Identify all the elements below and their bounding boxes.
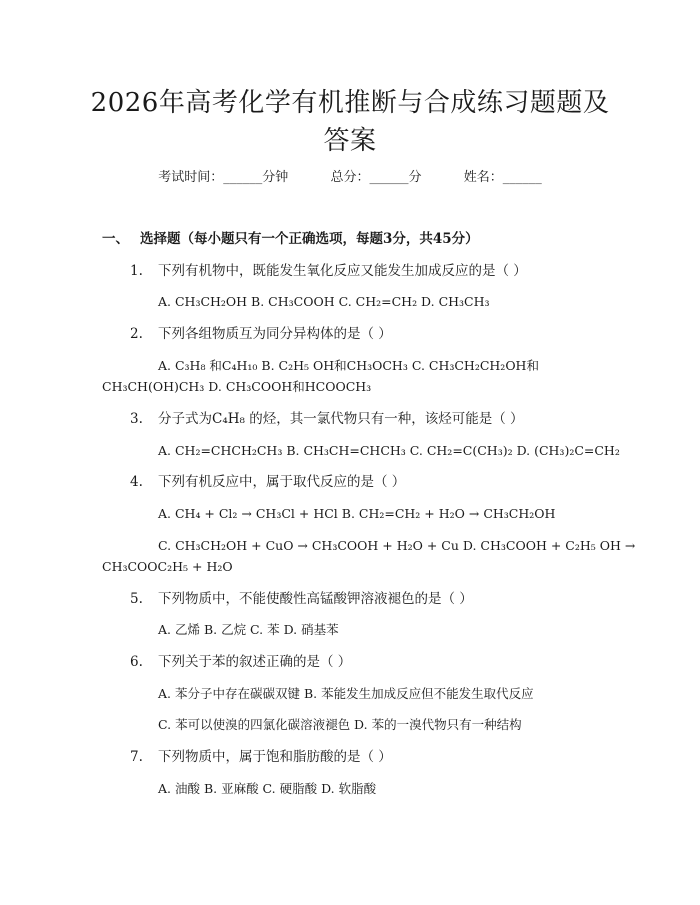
question-4-options-line-3: CH₃COOC₂H₅ + H₂O xyxy=(102,559,233,574)
question-text: 下列物质中，不能使酸性高锰酸钾溶液褪色的是（ ） xyxy=(158,591,473,607)
question-text: 下列各组物质互为同分异构体的是（ ） xyxy=(158,326,392,342)
exam-time-field: 考试时间：______分钟 xyxy=(158,170,289,185)
section-title: 选择题（每小题只有一个正确选项，每题3分，共45分） xyxy=(140,231,479,247)
question-text: 下列有机反应中，属于取代反应的是（ ） xyxy=(158,474,406,490)
question-number: 3. xyxy=(130,411,143,427)
question-number: 2. xyxy=(130,326,143,342)
question-text: 分子式为C₄H₈ 的烃，其一氯代物只有一种，该烃可能是（ ） xyxy=(158,411,524,427)
question-1-options: A. CH₃CH₂OH B. CH₃COOH C. CH₂=CH₂ D. CH₃CH₃ xyxy=(158,294,490,309)
question-7-options: A. 油酸 B. 亚麻酸 C. 硬脂酸 D. 软脂酸 xyxy=(158,781,377,796)
question-4-options-line-1: A. CH₄ + Cl₂ → CH₃Cl + HCl B. CH₂=CH₂ + H₂O → CH₃CH₂OH xyxy=(158,506,556,521)
question-2-options-line-1: A. C₃H₈ 和C₄H₁₀ B. C₂H₅ OH和CH₃OCH₃ C. CH₃CH₂CH₂OH和 xyxy=(158,358,539,373)
question-6-options-line-2: C. 苯可以使溴的四氯化碳溶液褪色 D. 苯的一溴代物只有一种结构 xyxy=(158,717,522,732)
question-number: 1. xyxy=(130,263,143,279)
question-3-options: A. CH₂=CHCH₂CH₃ B. CH₃CH=CHCH₃ C. CH₂=C(CH₃)₂ D. (CH₃)₂C=CH₂ xyxy=(158,443,620,458)
document-title xyxy=(60,84,640,160)
question-number: 7. xyxy=(130,749,143,765)
title-line-1: 2026年高考化学有机推断与合成练习题题及 xyxy=(90,88,610,118)
question-2-options-line-2: CH₃CH(OH)CH₃ D. CH₃COOH和HCOOCH₃ xyxy=(102,379,372,394)
question-number: 4. xyxy=(130,474,143,490)
exam-info-row xyxy=(0,168,700,188)
question-number: 5. xyxy=(130,591,143,607)
question-number: 6. xyxy=(130,654,143,670)
question-text: 下列有机物中，既能发生氧化反应又能发生加成反应的是（ ） xyxy=(158,263,527,279)
question-4-options-line-2: C. CH₃CH₂OH + CuO → CH₃COOH + H₂O + Cu D. CH₃COOH + C₂H₅ OH → xyxy=(158,538,636,553)
question-6-options-line-1: A. 苯分子中存在碳碳双键 B. 苯能发生加成反应但不能发生取代反应 xyxy=(158,686,534,701)
total-score-field: 总分：______分 xyxy=(330,170,422,185)
question-text: 下列关于苯的叙述正确的是（ ） xyxy=(158,654,352,670)
question-5-options: A. 乙烯 B. 乙烷 C. 苯 D. 硝基苯 xyxy=(158,622,339,637)
section-number: 一、 xyxy=(102,231,129,247)
title-line-2: 答案 xyxy=(323,126,377,156)
question-text: 下列物质中，属于饱和脂肪酸的是（ ） xyxy=(158,749,392,765)
section-heading-multiple-choice xyxy=(102,229,479,249)
student-name-field: 姓名：______ xyxy=(463,170,542,185)
